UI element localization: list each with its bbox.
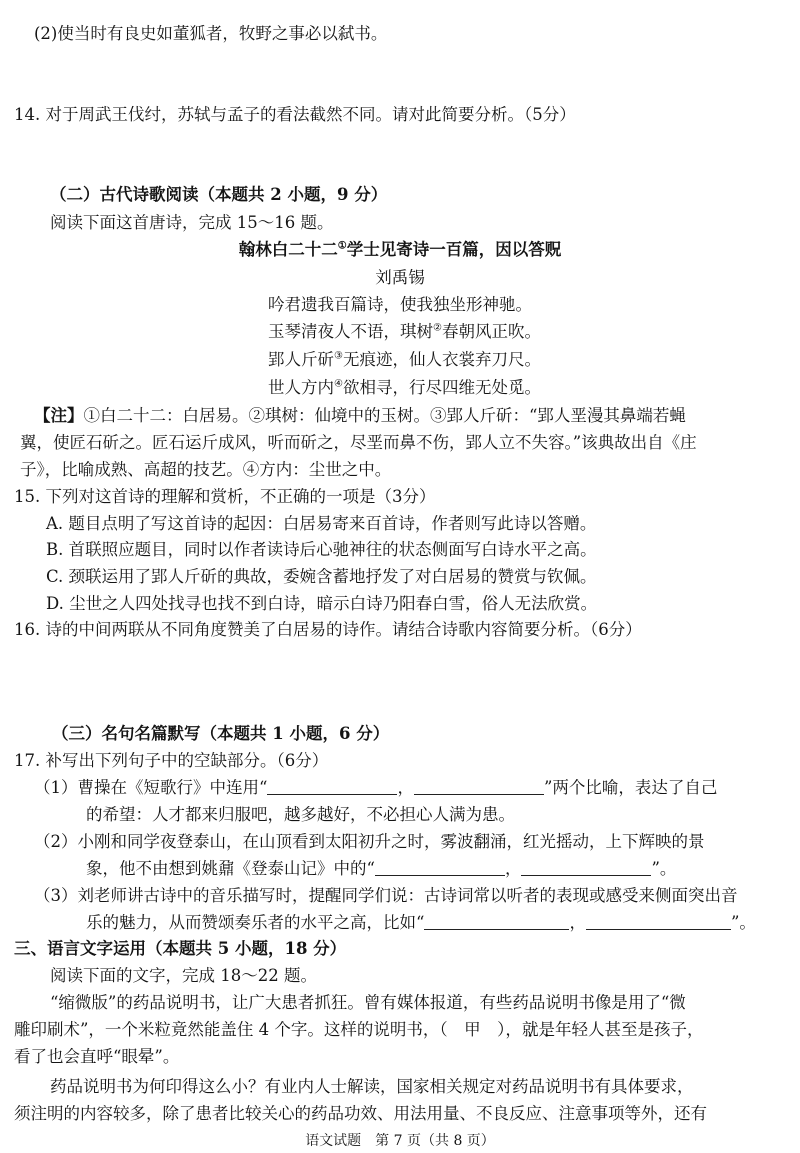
passage-1-line-1: “缩微版”的药品说明书，让广大患者抓狂。曾有媒体报道，有些药品说明书像是用了“微	[50, 993, 686, 1012]
page-footer: 语文试题 第 7 页（共 8 页）	[305, 1133, 495, 1149]
fill-item-3-line-1: （3）刘老师讲古诗中的音乐描写时，提醒同学们说：古诗词常以听者的表现或感受来侧面突出音	[34, 886, 738, 905]
poem-line-3: 郢人斤斫③无痕迹，仙人衣裳弃刀尺。	[268, 350, 541, 369]
passage-2-line-1: 药品说明书为何印得这么小？有业内人士解读，国家相关规定对药品说明书有具体要求，	[50, 1077, 694, 1096]
section-2-intro: 阅读下面这首唐诗，完成 15～16 题。	[50, 213, 334, 232]
emphasis-char-2: 是	[538, 1020, 555, 1039]
question-15: 15. 下列对这首诗的理解和赏析，不正确的一项是（3分）	[14, 487, 436, 506]
question-16: 16. 诗的中间两联从不同角度赞美了白居易的诗作。请结合诗歌内容简要分析。（6分）	[14, 620, 642, 639]
option-c: C. 颈联运用了郢人斤斫的典故，委婉含蓄地抒发了对白居易的赞赏与钦佩。	[46, 567, 597, 586]
blank-2b[interactable]	[521, 859, 651, 876]
poem-line-4: 世人方内④欲相寻，行尽四维无处觅。	[268, 378, 541, 397]
passage-1-line-3: 看了也会直呼“眼晕”。	[14, 1047, 180, 1066]
question-17: 17. 补写出下列句子中的空缺部分。（6分）	[14, 751, 329, 770]
option-d: D. 尘世之人四处找寻也找不到白诗，暗示白诗乃阳春白雪，俗人无法欣赏。	[46, 594, 598, 613]
passage-2-line-2: 须注明的内容较多，除了患者比较关心的药品功效、用法用量、不良反应、注意事项等外，还有	[14, 1104, 707, 1123]
poem-line-1: 吟君遗我百篇诗，使我独坐形神驰。	[268, 295, 532, 314]
section-3-heading: （三）名句名篇默写（本题共 1 小题，6 分）	[52, 724, 390, 743]
fill-item-3-line-2: 乐的魅力，从而赞颂奏乐者的水平之高，比如“ ， ”。	[86, 913, 756, 932]
poem-note-line-2: 翼，使匠石斫之。匠石运斤成风，听而斫之，尽垩而鼻不伤，郢人立不失容。”该典故出自《庄	[20, 433, 697, 452]
option-b: B. 首联照应题目，同时以作者读诗后心驰神往的状态侧面写白诗水平之高。	[46, 540, 597, 559]
option-a: A. 题目点明了写这首诗的起因：白居易寄来百首诗，作者则写此诗以答赠。	[46, 514, 597, 533]
fill-item-1-line-1: （1）曹操在《短歌行》中连用“ ， ”两个比喻，表达了自己	[34, 778, 718, 797]
section-2-heading: （二）古代诗歌阅读（本题共 2 小题，9 分）	[50, 185, 388, 204]
emphasis-char-1: 就	[521, 1020, 539, 1039]
blank-2a[interactable]	[375, 859, 505, 876]
part-3-heading: 三、语言文字运用（本题共 5 小题，18 分）	[14, 939, 347, 958]
poem-note-line-3: 子》，比喻成熟、高超的技艺。④方内：尘世之中。	[20, 460, 392, 479]
question-14: 14. 对于周武王伐纣，苏轼与孟子的看法截然不同。请对此简要分析。（5分）	[14, 105, 576, 124]
blank-3b[interactable]	[586, 913, 731, 930]
blank-1b[interactable]	[414, 778, 544, 795]
poem-title: 翰林白二十二①学士见寄诗一百篇，因以答贶	[238, 240, 562, 259]
poem-line-2: 玉琴清夜人不语，琪树②春朝风正吹。	[268, 322, 541, 341]
poem-note-line-1: 【注】①白二十二：白居易。②琪树：仙境中的玉树。③郢人斤斫：“郢人垩漫其鼻端若蝇	[34, 406, 686, 425]
passage-1-line-2: 雕印刷术”，一个米粒竟然能盖住 4 个字。这样的说明书，（ 甲 ），就是年轻人甚至是孩子，	[14, 1020, 704, 1039]
fill-item-2-line-2: 象，他不由想到姚鼐《登泰山记》中的“ ， ”。	[86, 859, 677, 878]
part-3-intro: 阅读下面的文字，完成 18～22 题。	[50, 966, 317, 985]
poem-author: 刘禹锡	[375, 268, 425, 287]
blank-1a[interactable]	[267, 778, 397, 795]
question-13-2: (2)使当时有良史如董狐者，牧野之事必以弑书。	[34, 24, 388, 43]
fill-item-2-line-1: （2）小刚和同学夜登泰山，在山顶看到太阳初升之时，雾波翻涌，红光摇动，上下辉映的景	[34, 832, 705, 851]
fill-item-1-line-2: 的希望：人才都来归服吧，越多越好，不必担心人满为患。	[86, 805, 515, 824]
blank-3a[interactable]	[424, 913, 569, 930]
